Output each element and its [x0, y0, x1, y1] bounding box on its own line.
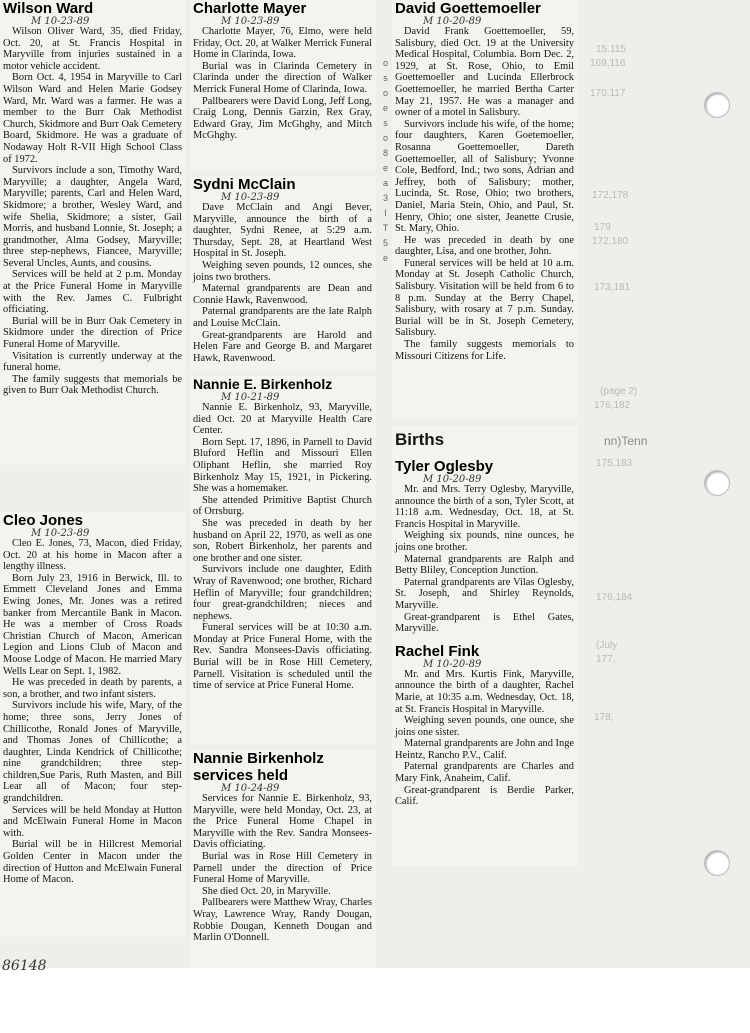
paragraph: Great-grandparent is Ethel Gates, Maryville.: [395, 611, 574, 635]
obituary-body: [193, 26, 372, 142]
obituary-clipping-wilson-ward: [0, 0, 186, 465]
paragraph: Funeral services will be at 10:30 a.m. Monday at Price Funeral Home, with the Rev. Sandra Monsees-Davis officiating. Burial will be in Rose Hill Cemetery, Parnell. Visitation is scheduled until the time of service at Price Funeral Home.: [193, 622, 372, 692]
obituary-heading-line1: Nannie Birkenholz: [193, 750, 324, 767]
obituary-clipping-charlotte-mayer: [190, 0, 376, 172]
birth-heading: Rachel Fink: [395, 642, 480, 660]
margin-note: 172,180: [592, 236, 629, 247]
paragraph: The family suggests that memorials be given to Burr Oak Methodist Church.: [3, 373, 182, 397]
margin-note: 176,184: [596, 592, 633, 603]
margin-note: 170,117: [590, 88, 626, 99]
obituary-body: [193, 402, 372, 692]
obituary-heading: Cleo Jones: [3, 512, 84, 529]
paragraph: Great-grandparents are Harold and Helen Fare and George B. and Margaret Hawk, Ravenwood.: [193, 329, 372, 364]
margin-note: 178,: [594, 712, 614, 723]
margin-note: 179: [594, 222, 611, 233]
binder-hole: [704, 92, 730, 118]
margin-note: (page 2): [600, 386, 638, 397]
obituary-heading: David Goettemoeller: [395, 0, 541, 17]
paragraph: Services will be held Monday at Hutton and McElwain Funeral Home in Macon with.: [3, 804, 182, 839]
binder-hole: [704, 470, 730, 496]
paragraph: Survivors include one daughter, Edith Wray of Ravenwood; one brother, Richard Heflin of Maryville; four grandchildren; four great-grandchildren; nieces and nephews.: [193, 564, 372, 622]
obituary-clipping-nannie-birkenholz: [190, 376, 376, 744]
births-clipping: [392, 426, 578, 866]
birth-body: [395, 484, 574, 635]
paragraph: Weighing seven pounds, one ounce, she joins one sister.: [395, 715, 574, 738]
obituary-body: [395, 26, 574, 362]
obituary-heading: Wilson Ward: [3, 0, 94, 17]
paragraph: Born Oct. 4, 1954 in Maryville to Carl Wilson Ward and Helen Marie Godsey Ward, Mr. Ward was a farmer. He was a member to the Burr Oak Methodist Church, Skidmore and Burr Oak Cemetery Board, Skidmore. He was a graduate of Nodaway Holt R-VII High School Class of 1972.: [3, 72, 182, 165]
paragraph: He was preceded in death by parents, a son, a brother, and two infant sisters.: [3, 677, 182, 700]
paragraph: She was preceded in death by her husband on April 22, 1970, as well as one son, Robert Birkenholz, her parents and one brother and one sister.: [193, 517, 372, 564]
paragraph: Maternal grandparents are John and Inge Heintz, Rancho P.V., Calif.: [395, 738, 574, 761]
paragraph: Paternal grandparents are Charles and Mary Fink, Anaheim, Calif.: [395, 761, 574, 785]
margin-note: nn)Tenn: [604, 434, 648, 448]
paragraph: Burial will be in Hillcrest Memorial Golden Center in Macon under the direction of Hutton and McElwain Funeral Home of Macon.: [3, 839, 182, 886]
paragraph: Cleo E. Jones, 73, Macon, died Friday, Oct. 20 at his home in Macon after a lengthy illness.: [3, 538, 182, 573]
margin-note: 169,116: [590, 58, 626, 69]
birth-body: [193, 202, 372, 364]
birth-body: [395, 669, 574, 808]
paragraph: Great-grandparent is Berdie Parker, Calif.: [395, 784, 574, 808]
paragraph: She attended Primitive Baptist Church of Orrsburg.: [193, 494, 372, 518]
paragraph: Dave McClain and Angi Bever, Maryville, announce the birth of a daughter, Sydni Renee, at 5:29 a.m. Thursday, Sept. 28, at Heartland West Hospital in St. Joseph.: [193, 202, 372, 260]
paragraph: Charlotte Mayer, 76, Elmo, were held Friday, Oct. 20, at Walker Merrick Funeral Home in Clarinda, Iowa.: [193, 26, 372, 61]
birth-clipping-sydni-mcclain: [190, 176, 376, 372]
paragraph: Burial will be in Burr Oak Cemetery in Skidmore under the direction of Price Funeral Home of Maryville.: [3, 315, 182, 351]
handwritten-date: M 10-20-89: [423, 658, 482, 670]
margin-note: 15.115: [596, 44, 626, 55]
paragraph: She died Oct. 20, in Maryville.: [202, 885, 331, 897]
obituary-body: [193, 793, 372, 944]
paragraph: Paternal grandparents are the late Ralph and Louise McClain.: [193, 306, 372, 329]
obituary-heading-line2: services held: [193, 767, 289, 784]
paragraph: Services for Nannie E. Birkenholz, 93, Maryville, were held Monday, Oct. 23, at the Price Funeral Home Chapel in Maryville with the Rev. Sandra Monsees-Davis officiating.: [193, 793, 372, 851]
paragraph: Paternal grandparents are Vilas Oglesby, St. Joseph, and Shirley Reynolds, Maryville.: [395, 576, 574, 611]
paragraph: Maternal grandparents are Ralph and Betty Bliley, Conception Junction.: [395, 553, 574, 577]
obituary-clipping-cleo-jones: [0, 512, 186, 937]
handwritten-date: M 10-24-89: [221, 783, 280, 794]
paragraph: Mr. and Mrs. Terry Oglesby, Maryville, announce the birth of a son, Tyler Scott, at 11:18 a.m. Wednesday, Oct. 18, at St. Francis Hospital in Maryville.: [395, 484, 574, 530]
paragraph: Visitation is currently underway at the funeral home.: [3, 350, 182, 374]
handwritten-date: M 10-23-89: [31, 16, 90, 27]
handwritten-date: M 10-20-89: [423, 474, 482, 485]
paragraph: Services will be held at 2 p.m. Monday at the Price Funeral Home in Maryville with the Rev. James C. Fulbright officiating.: [3, 269, 182, 316]
obituary-heading: Charlotte Mayer: [193, 0, 307, 17]
margin-note: 176,182: [594, 400, 631, 411]
handwritten-date: M 10-23-89: [31, 528, 90, 539]
paragraph: Survivors include his wife, of the home; four daughters, Karen Goetemoeller, Rosanna Goettemoeller, Dareth Goettemoeller, all of Salisbury; Yvonne Cole, Bedford, Ind.; two sons, Adrian and Jeffrey, both of Salisbury; mother, Lucinda, St. Rose, Ohio; two brothers, Daniel, Maria Stein, Ohio, and Paul, St. Henry, Ohio; one sister, Jeanette Crusie, St. Mary, Ohio.: [395, 118, 574, 235]
birth-heading: Sydni McClain: [193, 176, 296, 193]
vertical-margin-marks: o s o e s o 8 e a 3 I T 5 e: [382, 58, 389, 263]
obituary-heading: Nannie E. Birkenholz: [193, 376, 333, 392]
margin-note: (July: [596, 640, 618, 651]
births-section-heading: Births: [395, 430, 445, 449]
paragraph: He was preceded in death by one daughter, Lisa, and one brother, John.: [395, 234, 574, 258]
obituary-body: [3, 538, 182, 886]
paragraph: Pallbearers were David Long, Jeff Long, Craig Long, Dennis Garzin, Rex Gray, Edward Gray, Jim McGhghy, and Mitch McGhghy.: [193, 95, 372, 142]
birth-heading: Tyler Oglesby: [395, 458, 494, 475]
paragraph: Born July 23, 1916 in Berwick, Ill. to Emmett Cleveland Jones and Emma Ewing Jones, Mr. Jones was a retired banker from Mercantile Bank in Macon. He was a member of Cross Roads Christian Church of Macon, American Legion and Lions Club of Macon and Moose Lodge of Macon. He married Mary Wells Lear on Sept. 1, 1982.: [3, 572, 182, 677]
margin-note: 172,178: [592, 190, 629, 201]
margin-note: 175,183: [596, 458, 633, 469]
obituary-body: [3, 26, 182, 397]
paragraph: Pallbearers were Matthew Wray, Charles Wray, Lawrence Wray, Randy Dougan, Robbie Dougan, Kenneth Dougan and Marlin O'Donnell.: [193, 897, 372, 944]
binder-hole: [704, 850, 730, 876]
paragraph: Survivors include his wife, Mary, of the home; three sons, Jerry Jones of Chillicothe, Ronald Jones of Maryville, and Thomas Jones of Chillicothe; a daughter, Linda Kendrick of Chillicothe; nine grandchildren; three step-children,Sue Paris, Ruth Masten, and Bill Lear all of Macon; four step-grandchildren.: [3, 700, 182, 805]
paragraph: Maternal grandparents are Dean and Connie Hawk, Ravenwood.: [193, 283, 372, 306]
handwritten-date: M 10-23-89: [221, 192, 280, 203]
paragraph: David Frank Goettemoeller, 59, Salisbury, died Oct. 19 at the University Medical Hospital, Columbia. Born Dec. 2, 1929, at St. Rose, Ohio, to Emil Goettemoeller and Lucinda Ellerbrock Goettemoeller, he married Bertha Carter May 21, 1957. He was a manager and owner of a motel in Salisbury.: [395, 26, 574, 119]
paragraph: Nannie E. Birkenholz, 93, Maryville, died Oct. 20 at Maryville Health Care Center.: [193, 402, 372, 437]
paragraph: Wilson Oliver Ward, 35, died Friday, Oct. 20, at St. Francis Hospital in Maryville from injuries sustained in a motor vehicle accident.: [3, 26, 182, 72]
paragraph: Weighing six pounds, nine ounces, he joins one brother.: [395, 530, 574, 553]
margin-note: 177,: [596, 654, 616, 665]
obituary-clipping-david-goettemoeller: [392, 0, 578, 420]
paragraph: Born Sept. 17, 1896, in Parnell to David Bluford Heflin and Missouri Ellen Oliphant Heflin, she married Roy Birkenholz May 15, 1921, in Pickering. She was a homemaker.: [193, 436, 372, 495]
paragraph: Mr. and Mrs. Kurtis Fink, Maryville, announce the birth of a daughter, Rachel Marie, at 10:35 a.m. Wednesday, Oct. 18, at St. Francis Hospital in Maryville.: [395, 668, 574, 715]
paragraph: Funeral services will be held at 10 a.m. Monday at St. Joseph Catholic Church, Salisbury. Visitation will be held from 6 to 8 p.m. Sunday at the Berry Chapel, Salisbury, with rosary at 7 p.m. Sunday. Burial will be in St. Joseph Cemetery, Salisbury.: [395, 257, 574, 339]
paragraph: Burial was in Clarinda Cemetery in Clarinda under the direction of Walker Merrick Funeral Home of Clarinda, Iowa.: [193, 60, 372, 95]
paragraph: Survivors include a son, Timothy Ward, Maryville; a daughter, Angela Ward, Maryville; parents, Carl and Helen Ward, Skidmore; a brother, Wesley Ward, and wife Shelia, Skidmore; a sister, Gail Morris, and husband Lonnie, St. Joseph; a grandmother, Alma Godsey, Maryville; three step-nephews, Fiancee, Maryville; Several Uncles, Aunts, and cousins.: [3, 165, 182, 269]
obituary-clipping-birkenholz-services: [190, 750, 376, 968]
paragraph: The family suggests memorials to Missouri Citizens for Life.: [395, 339, 574, 362]
page-catalog-number: 86148: [2, 958, 47, 974]
handwritten-date: M 10-20-89: [423, 16, 482, 27]
handwritten-date: M 10-23-89: [221, 16, 280, 27]
margin-note: 173,181: [594, 282, 631, 293]
paragraph: Burial was in Rose Hill Cemetery in Parnell under the direction of Price Funeral Home of Maryville.: [193, 850, 372, 886]
handwritten-date: M 10-21-89: [221, 392, 280, 403]
paragraph: Weighing seven pounds, 12 ounces, she joins two brothers.: [193, 259, 372, 283]
